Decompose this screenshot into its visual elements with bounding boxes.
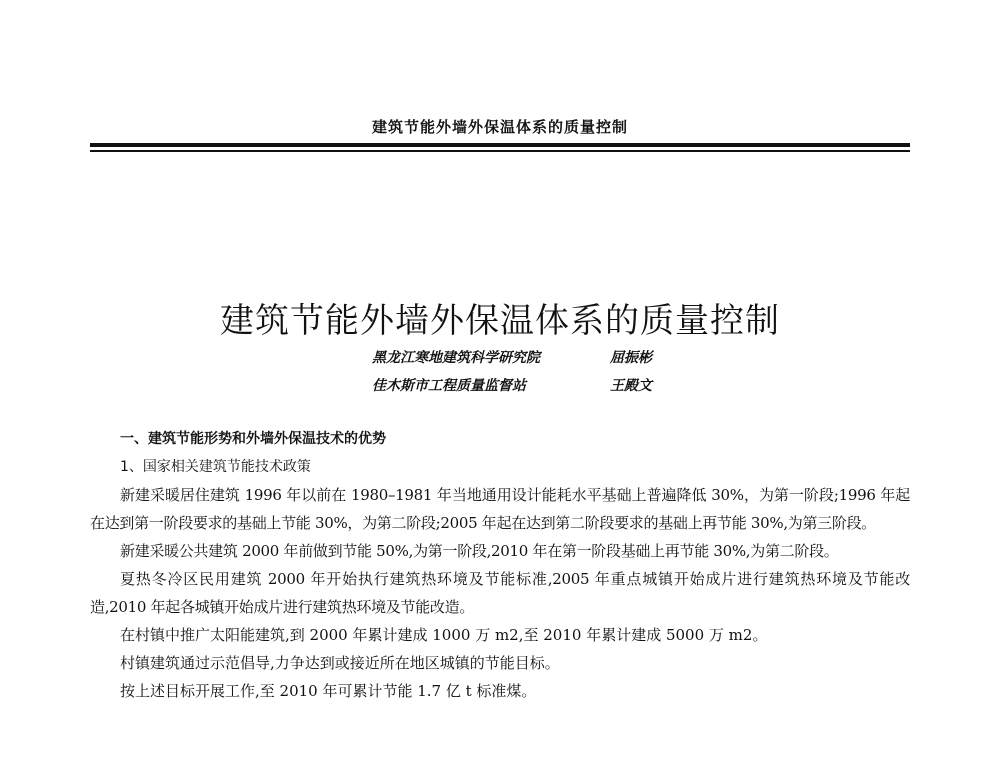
section-heading: 一、建筑节能形势和外墙外保温技术的优势 [120,431,386,447]
article-title: 建筑节能外墙外保温体系的质量控制 [220,300,780,341]
header-rule-thin [90,150,910,152]
author-row [372,372,652,400]
body-paragraph: 村镇建筑通过示范倡导,力争达到或接近所在地区城镇的节能目标。 [120,654,560,672]
author-institution: 黑龙江寒地建筑科学研究院 [372,350,540,366]
body-paragraph: 按上述目标开展工作,至 2010 年可累计节能 1.7 亿 t 标准煤。 [120,682,537,700]
author-institution: 佳木斯市工程质量监督站 [372,378,526,394]
body-paragraph: 新建采暖居住建筑 1996 年以前在 1980–1981 年当地通用设计能耗水平基础上普遍降低 30%，为第一阶段;1996 年起在达到第一阶段要求的基础上节能 30%，为第二阶段;2005 年起在达到第二阶段要求的基础上再节能 30%,为第三阶段。 [90,486,910,532]
subsection-heading: 1、国家相关建筑节能技术政策 [120,459,311,475]
author-block [372,344,652,400]
body-paragraph: 新建采暖公共建筑 2000 年前做到节能 50%,为第一阶段,2010 年在第一阶段基础上再节能 30%,为第二阶段。 [120,542,839,560]
body-paragraph: 夏热冬冷区民用建筑 2000 年开始执行建筑热环境及节能标准,2005 年重点城镇开始成片进行建筑热环境及节能改造,2010 年起各城镇开始成片进行建筑热环境及节能改造。 [90,570,910,616]
author-row [372,344,652,372]
body-paragraph: 在村镇中推广太阳能建筑,到 2000 年累计建成 1000 万 m2,至 2010 年累计建成 5000 万 m2。 [120,626,768,644]
header-rule-thick [90,143,910,147]
running-header: 建筑节能外墙外保温体系的质量控制 [371,118,628,136]
author-name: 王殿文 [610,378,652,394]
article-body [90,425,910,705]
author-name: 屈振彬 [610,350,652,366]
